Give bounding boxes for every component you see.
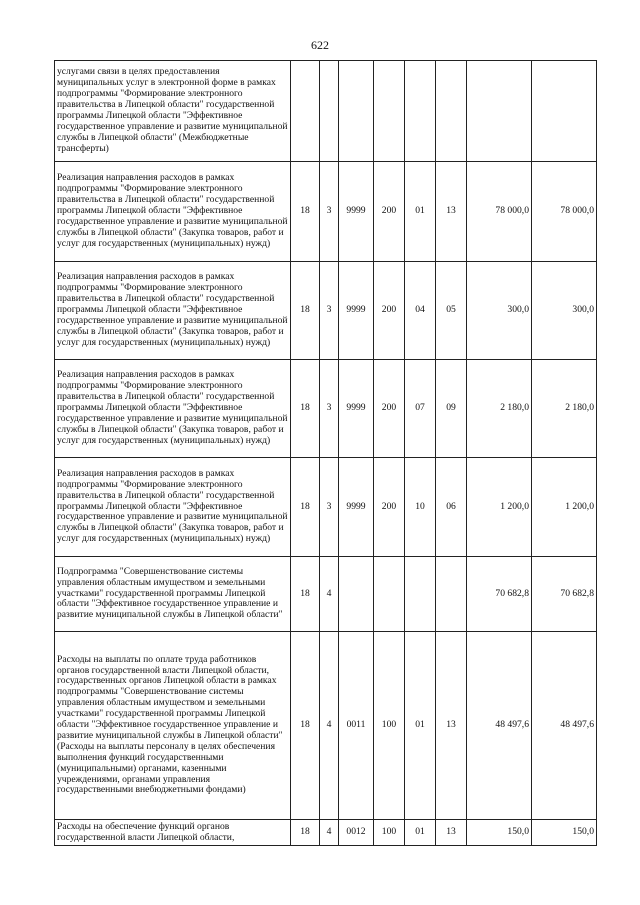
cell-subsection: 09 (436, 360, 467, 458)
cell-subprogram-code: 3 (320, 262, 339, 360)
cell-ministry-code: 18 (291, 557, 320, 632)
cell-expense-type: 200 (374, 458, 405, 557)
cell-subprogram-code (320, 61, 339, 162)
cell-amount-2: 48 497,6 (532, 632, 597, 820)
cell-amount-2 (532, 61, 597, 162)
cell-expense-type (374, 61, 405, 162)
cell-subsection (436, 557, 467, 632)
cell-amount-2: 1 200,0 (532, 458, 597, 557)
row-description: Реализация направления расходов в рамках подпрограммы "Формирование электронного правительства в Липецкой области" государственной программы Липецкой области "Эффективное государственное управление и развитие муниципальной службы в Липецкой области" (Закупка товаров, работ и услуг для государственных (муниципальных) нужд) (55, 458, 291, 557)
cell-expense-type (374, 557, 405, 632)
cell-amount-1: 70 682,8 (467, 557, 532, 632)
cell-expense-direction: 9999 (339, 162, 374, 262)
budget-table (54, 60, 597, 846)
row-description: Реализация направления расходов в рамках подпрограммы "Формирование электронного правительства в Липецкой области" государственной программы Липецкой области "Эффективное государственное управление и развитие муниципальной службы в Липецкой области" (Закупка товаров, работ и услуг для государственных (муниципальных) нужд) (55, 262, 291, 360)
cell-amount-1: 48 497,6 (467, 632, 532, 820)
table-row (55, 61, 597, 162)
cell-amount-1: 300,0 (467, 262, 532, 360)
cell-section: 01 (405, 162, 436, 262)
cell-expense-direction: 9999 (339, 360, 374, 458)
row-description: Расходы на выплаты по оплате труда работников органов государственной власти Липецкой области, государственных органов Липецкой области в рамках подпрограммы "Совершенствование системы управления областным имуществом и земельными участками" государственной программы Липецкой области "Эффективное государственное управление и развитие муниципальной службы в Липецкой области" (Расходы на выплаты персоналу в целях обеспечения выполнения функций государственными (муниципальными) органами, казенными учреждениями, органами управления государственными внебюджетными фондами) (55, 632, 291, 820)
cell-subprogram-code: 4 (320, 820, 339, 846)
cell-subprogram-code: 3 (320, 458, 339, 557)
cell-expense-direction: 9999 (339, 262, 374, 360)
row-description: Подпрограмма "Совершенствование системы управления областным имуществом и земельными участками" государственной программы Липецкой области "Эффективное государственное управление и развитие муниципальной службы в Липецкой области" (55, 557, 291, 632)
cell-ministry-code (291, 61, 320, 162)
cell-subprogram-code: 3 (320, 162, 339, 262)
table-row (55, 632, 597, 820)
table-row (55, 458, 597, 557)
cell-subprogram-code: 3 (320, 360, 339, 458)
cell-amount-1: 2 180,0 (467, 360, 532, 458)
table-row (55, 820, 597, 846)
cell-amount-1: 150,0 (467, 820, 532, 846)
cell-amount-2: 2 180,0 (532, 360, 597, 458)
cell-subsection: 05 (436, 262, 467, 360)
cell-subsection: 13 (436, 632, 467, 820)
table-row (55, 557, 597, 632)
cell-ministry-code: 18 (291, 360, 320, 458)
cell-subsection: 06 (436, 458, 467, 557)
cell-ministry-code: 18 (291, 458, 320, 557)
cell-amount-2: 70 682,8 (532, 557, 597, 632)
table-row (55, 360, 597, 458)
cell-subprogram-code: 4 (320, 632, 339, 820)
cell-expense-type: 200 (374, 162, 405, 262)
cell-section (405, 557, 436, 632)
cell-expense-type: 200 (374, 360, 405, 458)
cell-section: 01 (405, 632, 436, 820)
cell-amount-1: 1 200,0 (467, 458, 532, 557)
cell-ministry-code: 18 (291, 162, 320, 262)
cell-amount-2: 150,0 (532, 820, 597, 846)
cell-expense-direction (339, 557, 374, 632)
cell-subprogram-code: 4 (320, 557, 339, 632)
cell-amount-1: 78 000,0 (467, 162, 532, 262)
cell-expense-type: 100 (374, 632, 405, 820)
cell-ministry-code: 18 (291, 262, 320, 360)
row-description: Реализация направления расходов в рамках подпрограммы "Формирование электронного правительства в Липецкой области" государственной программы Липецкой области "Эффективное государственное управление и развитие муниципальной службы в Липецкой области" (Закупка товаров, работ и услуг для государственных (муниципальных) нужд) (55, 162, 291, 262)
cell-expense-direction: 0011 (339, 632, 374, 820)
cell-expense-direction: 0012 (339, 820, 374, 846)
cell-subsection (436, 61, 467, 162)
cell-section (405, 61, 436, 162)
cell-section: 04 (405, 262, 436, 360)
cell-expense-type: 200 (374, 262, 405, 360)
cell-section: 10 (405, 458, 436, 557)
row-description: Расходы на обеспечение функций органов государственной власти Липецкой области, (55, 820, 291, 846)
cell-section: 07 (405, 360, 436, 458)
cell-amount-2: 78 000,0 (532, 162, 597, 262)
cell-ministry-code: 18 (291, 632, 320, 820)
row-description: услугами связи в целях предоставления муниципальных услуг в электронной форме в рамках подпрограммы "Формирование электронного правительства в Липецкой области" государственной программы Липецкой области "Эффективное государственное управление и развитие муниципальной службы в Липецкой области" (Межбюджетные трансферты) (55, 61, 291, 162)
table-row (55, 162, 597, 262)
cell-subsection: 13 (436, 162, 467, 262)
cell-expense-direction: 9999 (339, 458, 374, 557)
cell-expense-direction (339, 61, 374, 162)
cell-subsection: 13 (436, 820, 467, 846)
page-number: 622 (311, 38, 329, 52)
cell-ministry-code: 18 (291, 820, 320, 846)
row-description: Реализация направления расходов в рамках подпрограммы "Формирование электронного правительства в Липецкой области" государственной программы Липецкой области "Эффективное государственное управление и развитие муниципальной службы в Липецкой области" (Закупка товаров, работ и услуг для государственных (муниципальных) нужд) (55, 360, 291, 458)
cell-expense-type: 100 (374, 820, 405, 846)
cell-section: 01 (405, 820, 436, 846)
cell-amount-1 (467, 61, 532, 162)
cell-amount-2: 300,0 (532, 262, 597, 360)
table-row (55, 262, 597, 360)
